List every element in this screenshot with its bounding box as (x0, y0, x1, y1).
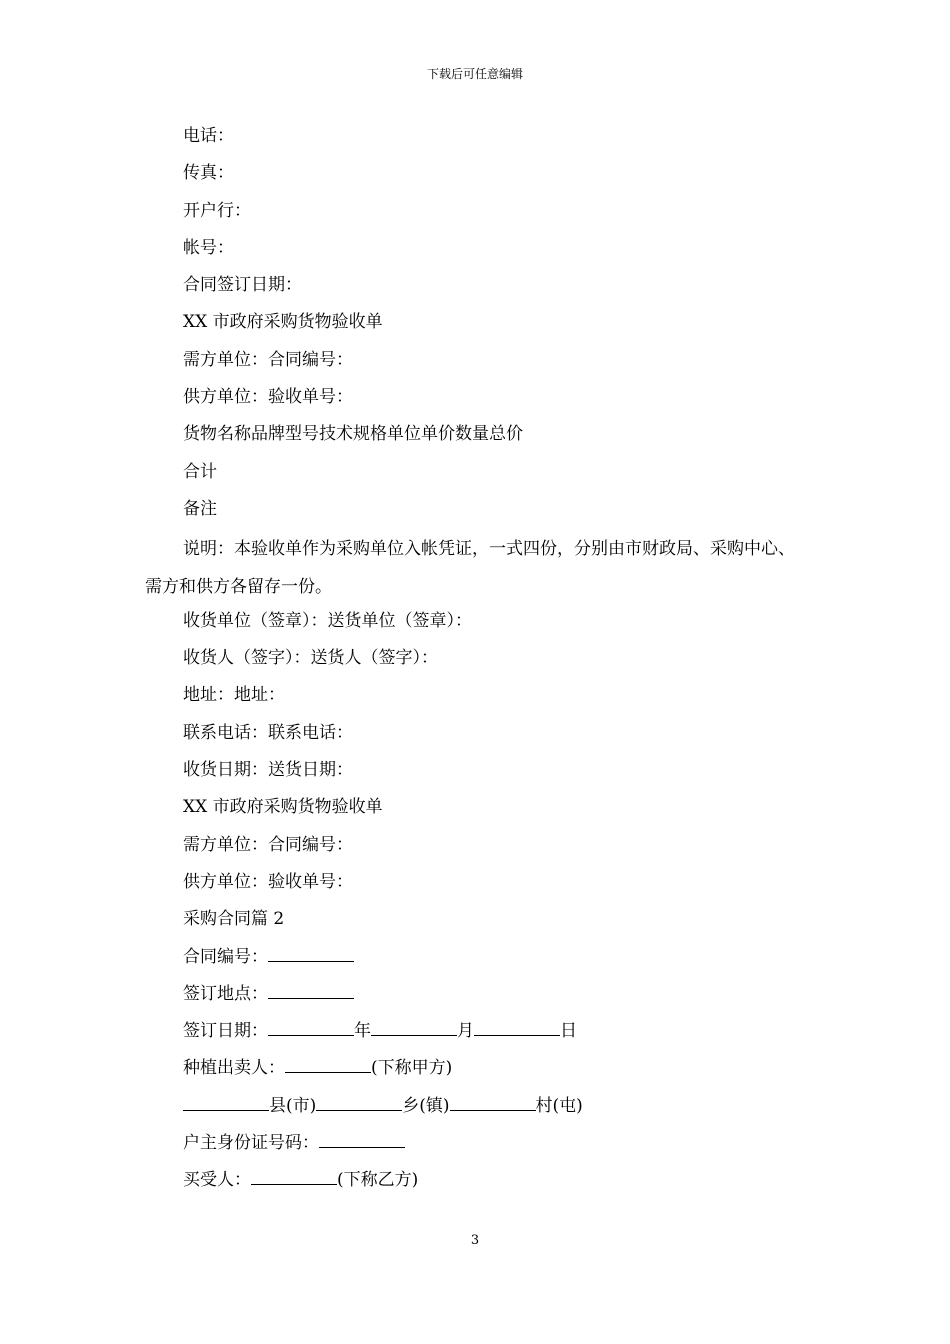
note-paragraph: 说明：本验收单作为采购单位入帐凭证，一式四份，分别由市财政局、采购中心、需方和供方各留存一份。 (145, 539, 795, 597)
contract-number-line (145, 942, 810, 979)
text-line: 收货单位（签章）：送货单位（签章）： (183, 610, 472, 631)
text-line: 合同签订日期： (183, 275, 302, 296)
text-line: 地址：地址： (183, 685, 285, 706)
month-label: 月 (457, 1021, 474, 1042)
blank-field (285, 1054, 371, 1073)
form-title: XX 市政府采购货物验收单 (183, 312, 383, 333)
text-line: 供方单位：验收单号： (183, 871, 353, 892)
buyer-suffix: (下称乙方) (337, 1170, 419, 1191)
day-label: 日 (560, 1021, 577, 1042)
blank-field (474, 1017, 560, 1036)
seller-label: 种植出卖人： (183, 1058, 285, 1079)
text-line: 合计 (183, 461, 217, 482)
seller-suffix: (下称甲方) (371, 1058, 453, 1079)
text-line: 供方单位：验收单号： (183, 387, 353, 408)
page-number: 3 (470, 1233, 480, 1248)
section-heading: 采购合同篇 2 (183, 909, 285, 930)
buyer-label: 买受人： (183, 1170, 251, 1191)
text-line: 备注 (183, 498, 217, 519)
contract-number-label: 合同编号： (183, 946, 268, 967)
text-line: 帐号： (183, 237, 234, 258)
text-line: 收货日期：送货日期： (183, 760, 353, 781)
text-line: 需方单位：合同编号： (183, 349, 353, 370)
blank-field (371, 1017, 457, 1036)
year-label: 年 (354, 1021, 371, 1042)
blank-field (268, 980, 354, 999)
address-line (145, 1091, 810, 1128)
blank-field (251, 1166, 337, 1185)
document-body (145, 121, 810, 1203)
signing-date-label: 签订日期： (183, 1021, 268, 1042)
signing-date-line (145, 1016, 810, 1053)
township-label: 乡(镇) (402, 1095, 450, 1116)
form-title: XX 市政府采购货物验收单 (183, 797, 383, 818)
blank-field (450, 1092, 536, 1111)
county-label: 县(市) (269, 1095, 317, 1116)
blank-field (319, 1129, 405, 1148)
id-number-label: 户主身份证号码： (183, 1133, 319, 1154)
buyer-line (145, 1165, 810, 1202)
village-label: 村(屯) (535, 1095, 583, 1116)
text-line: 收货人（签字）：送货人（签字）： (183, 648, 438, 669)
blank-field (268, 943, 354, 962)
blank-field (268, 1017, 354, 1036)
id-number-line (145, 1128, 810, 1165)
text-line: 电话： (183, 126, 234, 146)
signing-place-label: 签订地点： (183, 983, 268, 1004)
seller-line (145, 1053, 810, 1090)
blank-field (183, 1092, 269, 1111)
blank-field (316, 1092, 402, 1111)
text-line: 开户行： (183, 200, 251, 221)
text-line: 联系电话：联系电话： (183, 722, 353, 743)
page-header: 下载后可任意编辑 (426, 67, 523, 81)
text-line: 需方单位：合同编号： (183, 834, 353, 855)
signing-place-line (145, 979, 810, 1016)
text-line: 传真： (183, 163, 234, 184)
table-header-line: 货物名称品牌型号技术规格单位单价数量总价 (183, 424, 523, 445)
